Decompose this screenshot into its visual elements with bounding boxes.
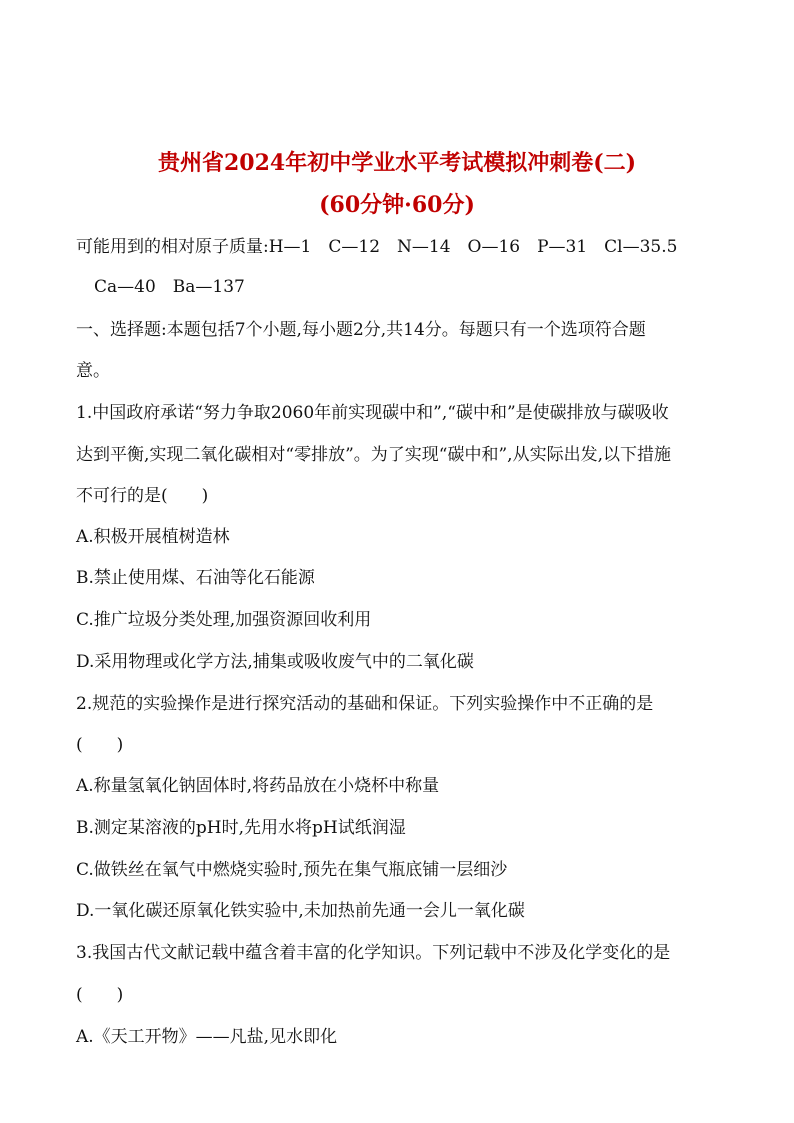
question-2-option-b: B.测定某溶液的pH时,先用水将pH试纸润湿 [76,818,406,838]
question-2-option-a: A.称量氢氧化钠固体时,将药品放在小烧杯中称量 [76,776,440,796]
question-2-option-c: C.做铁丝在氧气中燃烧实验时,预先在集气瓶底铺一层细沙 [76,860,508,880]
question-1-option-c: C.推广垃圾分类处理,加强资源回收利用 [76,610,372,630]
question-3-stem-line-2: ( ) [76,985,124,1005]
question-3-option-a: A.《天工开物》——凡盐,见水即化 [76,1027,338,1047]
atomic-mass-line-1: 可能用到的相对原子质量:H—1 C—12 N—14 O—16 P—31 Cl—35.5 [76,237,678,257]
exam-title: 贵州省2024年初中学业水平考试模拟冲刺卷(二) [157,150,637,176]
question-2-stem-line-1: 2.规范的实验操作是进行探究活动的基础和保证。下列实验操作中不正确的是 [76,694,654,714]
exam-duration-score: (60分钟·60分) [319,192,475,218]
question-1-stem-line-1: 1.中国政府承诺“努力争取2060年前实现碳中和”,“碳中和”是使碳排放与碳吸收 [76,403,669,423]
question-3-stem-line-1: 3.我国古代文献记载中蕴含着丰富的化学知识。下列记载中不涉及化学变化的是 [76,943,671,963]
question-1-option-d: D.采用物理或化学方法,捕集或吸收废气中的二氧化碳 [76,652,474,672]
question-1-option-b: B.禁止使用煤、石油等化石能源 [76,568,315,588]
question-2-stem-line-2: ( ) [76,735,124,755]
section-heading-line-2: 意。 [76,361,110,381]
question-1-stem-line-2: 达到平衡,实现二氧化碳相对“零排放”。为了实现“碳中和”,从实际出发,以下措施 [76,445,671,465]
question-1-option-a: A.积极开展植树造林 [76,527,230,547]
question-1-stem-line-3: 不可行的是( ) [76,486,209,506]
question-2-option-d: D.一氧化碳还原氧化铁实验中,未加热前先通一会儿一氧化碳 [76,901,525,921]
section-heading-line-1: 一、选择题:本题包括7个小题,每小题2分,共14分。每题只有一个选项符合题 [76,320,646,340]
atomic-mass-line-2: Ca—40 Ba—137 [94,277,245,297]
